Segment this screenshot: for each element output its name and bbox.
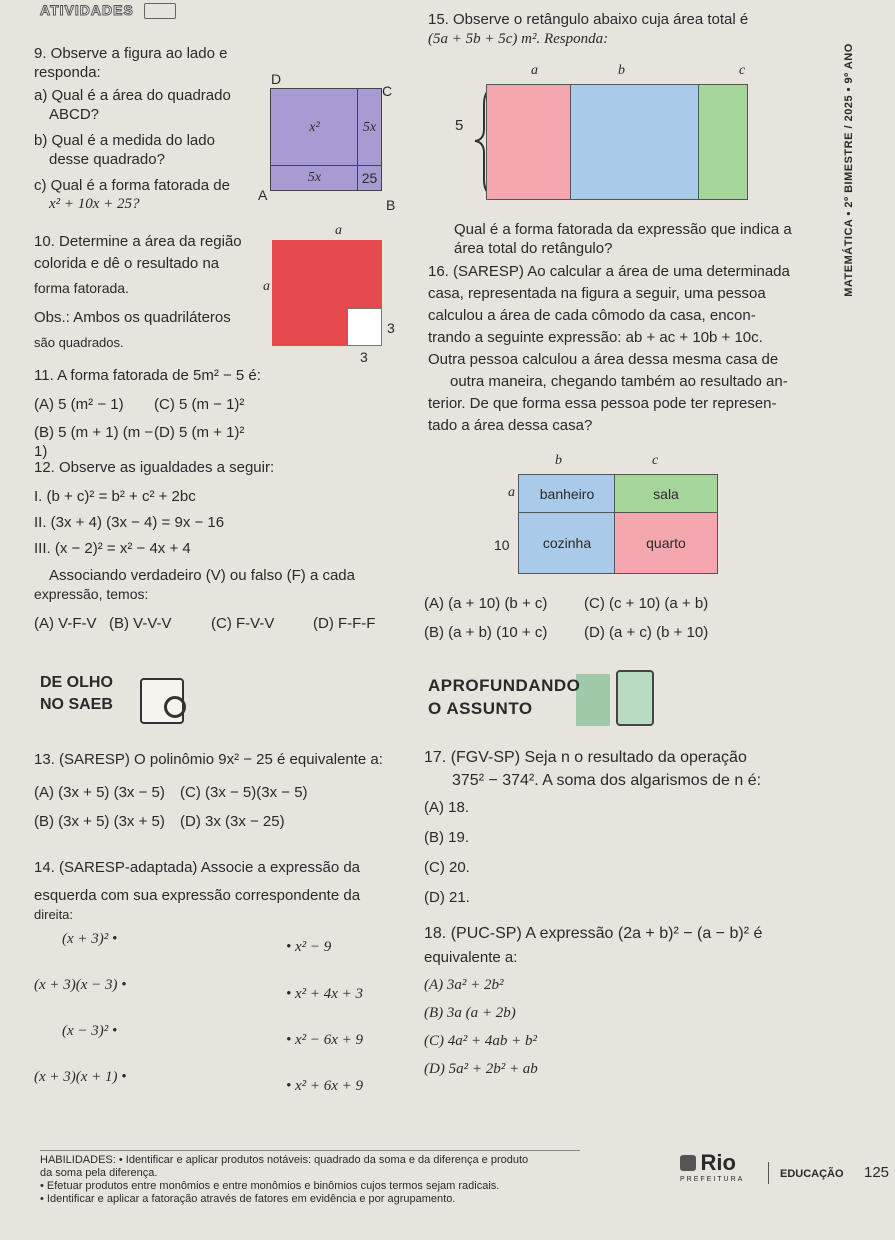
question-9 bbox=[34, 44, 294, 214]
q11-option-A: (A) 5 (m² − 1) bbox=[34, 396, 124, 413]
logo-subtitle: PREFEITURA bbox=[680, 1176, 745, 1183]
q14-matching bbox=[34, 930, 414, 1110]
side-subject-label bbox=[838, 40, 860, 300]
q12-item-III: III. (x − 2)² = x² − 4x + 4 bbox=[34, 540, 191, 557]
q18-option-A: (A) 3a² + 2b² bbox=[424, 977, 504, 993]
label-house-b: b bbox=[555, 453, 562, 468]
q9-c-line1: c) Qual é a forma fatorada de bbox=[34, 177, 230, 194]
q17-line1: 17. (FGV-SP) Seja n o resultado da operação bbox=[424, 749, 747, 766]
q12-assoc-line2: expressão, temos: bbox=[34, 586, 149, 602]
footer-divider bbox=[40, 1150, 580, 1151]
q10-line1: 10. Determine a área da região bbox=[34, 233, 242, 250]
q10-line3: forma fatorada. bbox=[34, 280, 129, 296]
q15-question bbox=[454, 220, 814, 258]
cell-x2: x² bbox=[270, 88, 359, 167]
q18-line1: 18. (PUC-SP) A expressão (2a + b)² − (a − b)² é bbox=[424, 925, 763, 942]
q15-q-line1: Qual é a forma fatorada da expressão que indica a bbox=[454, 221, 792, 238]
label-house-10: 10 bbox=[494, 537, 510, 553]
question-17 bbox=[424, 748, 814, 907]
q11-option-D: (D) 5 (m + 1)² bbox=[154, 424, 245, 441]
question-15 bbox=[428, 10, 808, 49]
section-title: ATIVIDADES bbox=[40, 2, 134, 18]
skills-line4: • Identificar e aplicar a fatoração através de fatores em evidência e por agrupamento. bbox=[40, 1193, 456, 1205]
logo-mark-icon bbox=[680, 1155, 696, 1171]
q13-option-D: (D) 3x (3x − 25) bbox=[180, 813, 285, 830]
q12-option-C: (C) F-V-V bbox=[211, 615, 275, 632]
q13-option-A: (A) (3x + 5) (3x − 5) bbox=[34, 784, 165, 801]
q17-option-C: (C) 20. bbox=[424, 859, 470, 876]
banner-right-line1: APROFUNDANDO bbox=[428, 676, 581, 695]
q14-left-2: (x + 3)(x − 3) • bbox=[34, 977, 127, 993]
checklist-magnifier-icon bbox=[140, 678, 184, 724]
q15-line2: (5a + 5b + 5c) m². Responda: bbox=[428, 31, 609, 47]
room-quarto: quarto bbox=[614, 512, 718, 574]
label-b: b bbox=[618, 63, 625, 78]
q11-title: 11. A forma fatorada de 5m² − 5 é: bbox=[34, 367, 261, 384]
cell-25: 25 bbox=[357, 165, 382, 191]
rect-b bbox=[570, 84, 700, 200]
rect-a bbox=[486, 84, 572, 200]
skills-line2: da soma pela diferença. bbox=[40, 1167, 158, 1179]
q17-option-B: (B) 19. bbox=[424, 829, 470, 846]
q16-line1: 16. (SARESP) Ao calcular a área de uma determinada bbox=[428, 263, 790, 280]
q16-options bbox=[424, 594, 814, 642]
q14-right-2: • x² + 4x + 3 bbox=[286, 986, 364, 1002]
q14-line3: direita: bbox=[34, 907, 74, 922]
q16-line3: calculou a área de cada cômodo da casa, encon- bbox=[428, 307, 756, 324]
q12-option-A: (A) V-F-V bbox=[34, 615, 97, 632]
label-D: D bbox=[271, 71, 282, 87]
q14-line1: 14. (SARESP-adaptada) Associe a expressão da bbox=[34, 859, 361, 876]
q15-q-line2: área total do retângulo? bbox=[454, 240, 613, 257]
skills-line1: HABILIDADES: • Identificar e aplicar produtos notáveis: quadrado da soma e da diferença e produto bbox=[40, 1154, 529, 1166]
q15-line1: 15. Observe o retângulo abaixo cuja área total é bbox=[428, 11, 749, 28]
question-12 bbox=[34, 458, 404, 633]
room-sala: sala bbox=[614, 474, 718, 514]
q12-item-I: I. (b + c)² = b² + c² + 2bc bbox=[34, 488, 196, 505]
q11-option-B: (B) 5 (m + 1) (m − 1) bbox=[34, 424, 154, 460]
q14-right-4: • x² + 6x + 9 bbox=[286, 1078, 364, 1094]
banner-left-line2: NO SAEB bbox=[40, 696, 113, 713]
book-brain-icon bbox=[616, 670, 654, 726]
q12-title: 12. Observe as igualdades a seguir: bbox=[34, 459, 275, 476]
rect-c bbox=[698, 84, 748, 200]
label-house-a: a bbox=[508, 485, 515, 500]
room-cozinha: cozinha bbox=[518, 512, 616, 574]
skills-line3: • Efetuar produtos entre monômios e entre monômios e binômios cujos termos sejam radicais. bbox=[40, 1180, 500, 1192]
label-a: a bbox=[531, 63, 538, 78]
q9-b-line1: b) Qual é a medida do lado bbox=[34, 132, 215, 149]
label-A: A bbox=[258, 187, 268, 203]
q12-assoc-line1: Associando verdadeiro (V) ou falso (F) a cada bbox=[49, 567, 355, 584]
q16-option-D: (D) (a + c) (b + 10) bbox=[584, 624, 709, 641]
side-label-text: MATEMÁTICA • 2º BIMESTRE / 2025 • 9º ANO bbox=[843, 43, 855, 297]
q9-title: 9. Observe a figura ao lado e responda: bbox=[34, 45, 228, 81]
q9-c-line2: x² + 10x + 25? bbox=[49, 196, 140, 212]
q13-title: 13. (SARESP) O polinômio 9x² − 25 é equivalente a: bbox=[34, 751, 383, 768]
question-16 bbox=[428, 262, 808, 435]
banner-aprofundando bbox=[428, 674, 658, 734]
skills-footer bbox=[40, 1154, 620, 1206]
label-B: B bbox=[386, 197, 396, 213]
q18-option-D: (D) 5a² + 2b² + ab bbox=[424, 1061, 538, 1077]
q18-line2: equivalente a: bbox=[424, 949, 518, 966]
q14-line2: esquerda com sua expressão correspondente da bbox=[34, 887, 361, 904]
q9-b-line2: desse quadrado? bbox=[49, 151, 165, 168]
label-5: 5 bbox=[455, 117, 464, 134]
page-number: 125 bbox=[864, 1164, 890, 1181]
q13-option-C: (C) (3x − 5)(3x − 5) bbox=[180, 784, 308, 801]
q17-option-A: (A) 18. bbox=[424, 799, 470, 816]
label-a-top: a bbox=[335, 223, 342, 238]
q16-line7: terior. De que forma essa pessoa pode ter represen- bbox=[428, 395, 777, 412]
logo-text: Rio bbox=[700, 1150, 736, 1175]
q16-line5: Outra pessoa calculou a área dessa mesma casa de bbox=[428, 351, 779, 368]
q13-option-B: (B) (3x + 5) (3x + 5) bbox=[34, 813, 165, 830]
label-3-side: 3 bbox=[387, 320, 395, 336]
q18-option-B: (B) 3a (a + 2b) bbox=[424, 1005, 516, 1021]
q16-line2: casa, representada na figura a seguir, uma pessoa bbox=[428, 285, 766, 302]
banner-de-olho-no-saeb bbox=[40, 672, 210, 732]
q11-option-C: (C) 5 (m − 1)² bbox=[154, 396, 245, 413]
pencil-icon bbox=[144, 3, 176, 19]
q14-left-1: (x + 3)² • bbox=[62, 931, 118, 947]
q16-line6: outra maneira, chegando também ao resultado an- bbox=[450, 373, 788, 390]
q10-line4: Obs.: Ambos os quadriláteros bbox=[34, 309, 231, 326]
banner-right-line2: O ASSUNTO bbox=[428, 699, 533, 718]
q16-option-B: (B) (a + b) (10 + c) bbox=[424, 624, 548, 641]
q17-option-D: (D) 21. bbox=[424, 889, 470, 906]
q12-item-II: II. (3x + 4) (3x − 4) = 9x − 16 bbox=[34, 514, 225, 531]
q10-line2: colorida e dê o resultado na bbox=[34, 255, 220, 272]
cell-5x-top: 5x bbox=[357, 88, 382, 167]
white-square bbox=[347, 308, 382, 346]
label-C: C bbox=[382, 83, 393, 99]
q14-right-1: • x² − 9 bbox=[286, 939, 332, 955]
q12-option-D: (D) F-F-F bbox=[313, 615, 376, 632]
q9-a-line1: a) Qual é a área do quadrado bbox=[34, 87, 231, 104]
q14-left-4: (x + 3)(x + 1) • bbox=[34, 1069, 127, 1085]
q14-right-3: • x² − 6x + 9 bbox=[286, 1032, 364, 1048]
question-14 bbox=[34, 858, 414, 924]
q16-house-figure bbox=[480, 452, 730, 577]
q9-square-figure bbox=[258, 71, 400, 213]
q15-rectangle-figure bbox=[450, 62, 760, 207]
q17-line2: 375² − 374². A soma dos algarismos de n é: bbox=[452, 772, 762, 789]
q16-line4: trando a seguinte expressão: ab + ac + 10b + 10c. bbox=[428, 329, 763, 346]
cell-5x-bottom: 5x bbox=[270, 165, 359, 191]
banner-left-line1: DE OLHO bbox=[40, 674, 113, 691]
section-header bbox=[40, 2, 176, 20]
q9-a-line2: ABCD? bbox=[49, 106, 100, 123]
educacao-label: EDUCAÇÃO bbox=[780, 1168, 844, 1180]
q16-option-A: (A) (a + 10) (b + c) bbox=[424, 595, 548, 612]
logo-separator bbox=[768, 1162, 769, 1184]
q12-option-B: (B) V-V-V bbox=[109, 615, 172, 632]
q14-left-3: (x − 3)² • bbox=[62, 1023, 118, 1039]
prefeitura-rio-logo bbox=[680, 1150, 760, 1190]
q16-option-C: (C) (c + 10) (a + b) bbox=[584, 595, 709, 612]
label-house-c: c bbox=[652, 453, 659, 468]
q16-line8: tado a área dessa casa? bbox=[428, 417, 593, 434]
question-11 bbox=[34, 366, 404, 461]
question-13 bbox=[34, 750, 414, 831]
q10-square-figure bbox=[260, 222, 400, 365]
label-c: c bbox=[739, 63, 746, 78]
question-18 bbox=[424, 924, 814, 1079]
label-a-side: a bbox=[263, 279, 270, 294]
question-10 bbox=[34, 232, 274, 352]
q18-option-C: (C) 4a² + 4ab + b² bbox=[424, 1033, 537, 1049]
q10-line5: são quadrados. bbox=[34, 335, 124, 350]
label-3-bottom: 3 bbox=[360, 349, 368, 365]
room-banheiro: banheiro bbox=[518, 474, 616, 514]
